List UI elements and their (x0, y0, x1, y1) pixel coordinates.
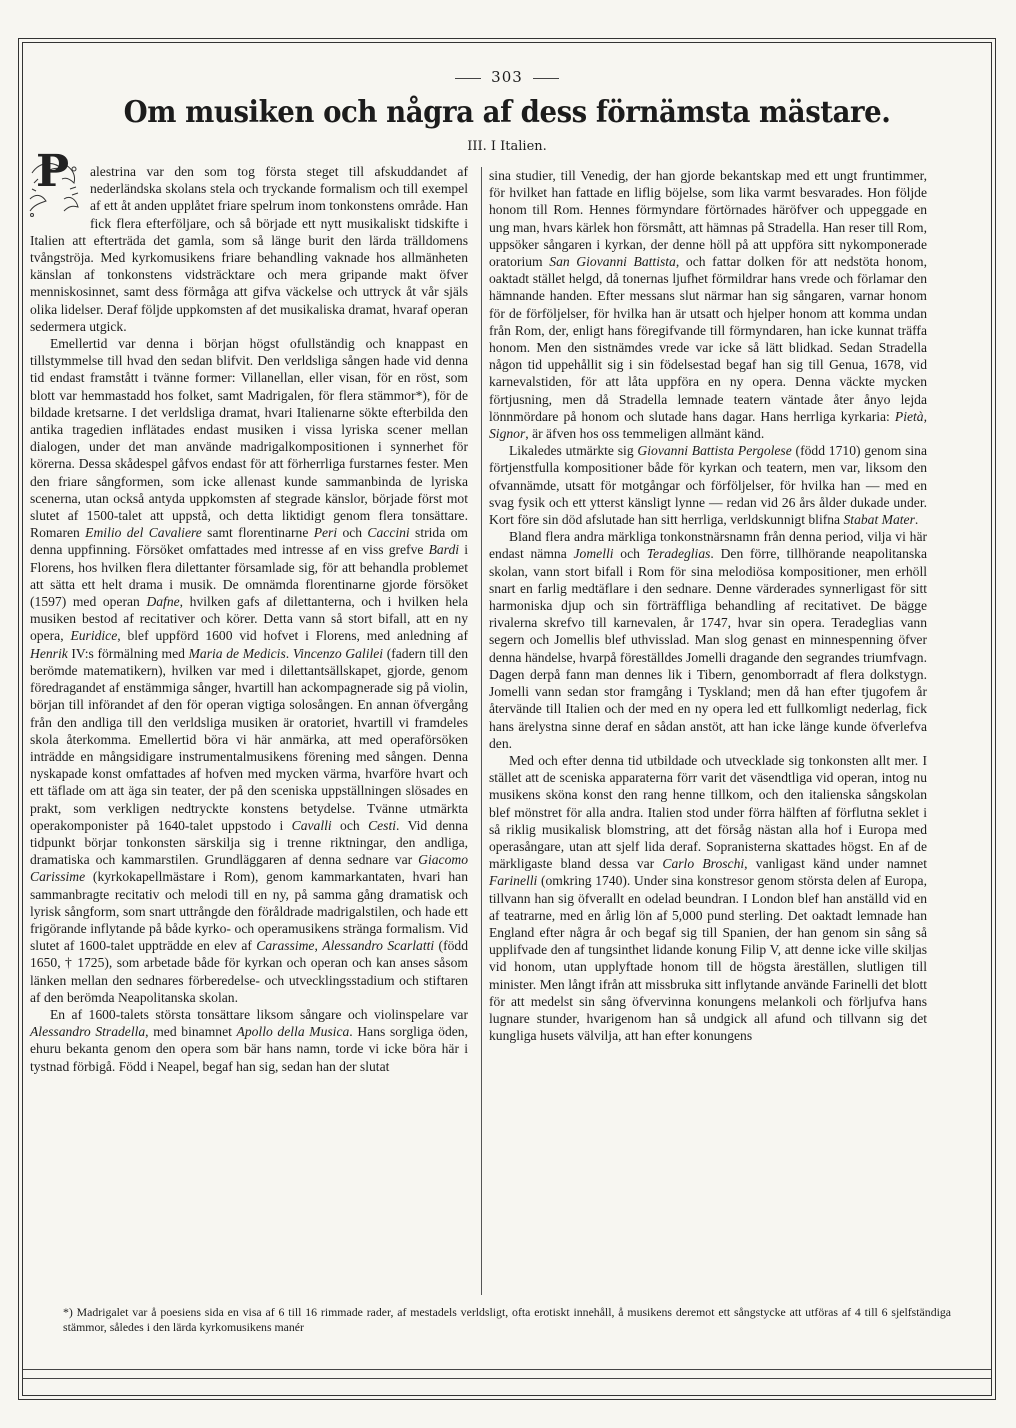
paragraph-1 (30, 146, 468, 335)
dropcap-letter: P (36, 146, 70, 197)
page-inner-frame (22, 42, 992, 1396)
paragraph-6: Bland flera andra märkliga tonkonstnärsnamn från denna period, vilja vi här endast nämna Jomelli och Teradeglias. Den förre, tillhörande neapolitanska skolan, vann stort bifall i Rom för sina melodiösa kompositioner, men erhöll snart en farlig medtäflare i den sednare. Denne värderades synnerligast för sitt harmoniska djup och sin förträffliga behandling af recitativet. De bägge rivalerna skrefvo till karnevalen, år 1747, hvar sin opera. Teradeglias vann segern och Jomellis blef uthvisslad. Man slog genast en minnespenning öfver denna händelse, hvarpå föreställdes Jomelli dragande den segrandes triumfvagn. Dagen derpå fann man dennes lik i Tibern, genomborradt af flera dolkstygn. Jomelli vann sedan stor framgång i Tyskland; men då han efter tjugofem år återvände till Italien och der med en ny opera led ett fullkomligt nederlag, fick hans ärelystna sinne deraf en sådan anstöt, att han icke länge kunde öfverlefva den. (489, 529, 927, 751)
right-column (489, 167, 927, 1044)
page-number: 303 (491, 68, 523, 86)
article-subtitle: III. I Italien. (467, 139, 547, 154)
page-frame (18, 38, 996, 1400)
footnote: *) Madrigalet var å poesiens sida en visa af 6 till 16 rimmade rader, af mestadels verldsligt, ofta erotiskt innehåll, å musikens deremot ett sångstycke att utföras af 4 till 6 sjelfständiga stämmor, således i den lärda kyrkomusikens manér (63, 1305, 951, 1334)
paragraph-3: En af 1600-talets största tonsättare liksom sångare och violinspelare var Alessandro Stradella, med binamnet Apollo della Musica. Hans sorgliga öden, ehuru bekanta genom den opera som bär hans namn, torde vi icke böra här i tystnad förbigå. Född i Neapel, begaf han sig, sedan han der slutat (30, 1006, 468, 1074)
paragraph-5: Likaledes utmärkte sig Giovanni Battista Pergolese (född 1710) genom sina förtjenstfulla kompositioner både för kyrkan och teatern, men var, liksom den ofvannämde, utsatt för motgångar och förföljelser, för hvilka han — med en svag fysik och ett ytterst känsligt lynne — redan vid 26 års ålder dukade under. Kort före sin död afslutade han sitt herrliga, verldskunnigt blifna Stabat Mater. (489, 443, 928, 528)
column-divider (481, 167, 482, 1295)
paragraph-7: Med och efter denna tid utbildade och utvecklade sig tonkonsten allt mer. I stället att de sceniska apparaterna förr varit det väsendtliga vid operan, intog nu musikens sköna konst den rang henne tillkom, och den italienska sångskolan blef mönstret för alla andra. Italien stod under förra hälften af förflutna seklet i så riklig musikalisk blomstring, att det försåg nästan alla hof i Europa med operasångare, utan att sjelf lida deraf. Sopranisterna skattades högst. En af de märkligaste bland dessa var Carlo Broschi, vanligast känd under namnet Farinelli (omkring 1740). Under sina konstresor genom största delen af Europa, tillvann han sig öfverallt en odelad beundran. I London blef han anställd vid en af teatrarne, med en årlig lön af 5,000 pund sterling. Det oaktadt lemnade han England efter några år och begaf sig till Spanien, der han genom sin sång så upplifvade den af tungsinthet lidande konung Filip V, att denne icke ville skiljas vid honom, utan upplyftade honom till de högsta äreställen, slutligen till minister. Men långt ifrån att missbruka sitt inflytande använde Farinelli det blott för att medelst sin sång öfvervinna konungens melankoli och förljufva hans lugnare stunder, hvarigenom han så undgick all afund och tillvann sig det kungliga husets välvilja, att han efter konungens (489, 752, 927, 1044)
page-number-line (23, 68, 991, 86)
ornamental-dropcap (26, 146, 84, 215)
left-column (30, 146, 469, 1075)
paragraph-4: sina studier, till Venedig, der han gjorde bekantskap med ett ungt fruntimmer, för hvilket han fattade en liflig böjelse, som lika varmt besvarades. Hon följde honom till Rom. Hennes förmyndare förtörnades häröfver och uppeggade en ung man, hvars kärlek hon försmått, att hämnas på Stradella. Han reser till Rom, uppsöker sångaren i kyrkan, der denne höll på att uppföra sitt nykomponerade oratorium San Giovanni Battista, och fattar dolken för att nedstöta honom, oaktadt stället helgd, då tonernas ljufhet förmildrar hans vrede och förlamar den hämnande handen. Efter messans slut närmar han sig sångaren, varnar honom för de förföljelser, för hvilka han är utsatt och hjelper honom att komma undan från Rom, der, enligt hans föregifvande till förmyndaren, han icke kunnat träffa honom. Men den sistnämdes vrede var icke så lätt blidkad. Sedan Stradella någon tid uppehållit sig i sin födelsestad begaf han sig till Genua, 1678, vid karnevalstiden, för att låta uppföra en ny opera. Denna väckte mycken förtjusning, men då Stradella lemnade teatern väntade åter ånyo lejda lönnmördare på honom och slutade hans dagar. Hans herrliga kyrkaria: Pietà, Signor, är äfven hos oss temmeligen allmänt känd. (489, 168, 927, 442)
article-title: Om musiken och några af dess förnämsta mästare. (123, 95, 891, 130)
paragraph-2: Emellertid var denna i början högst ofullständig och knappast en tillstymmelse till hvad den sedan blifvit. Den verldsliga sången hade vid denna tid endast framstått i tvänne former: Villanellan, eller visan, för en röst, som blott var hemmastadd hos folket, samt Madrigalen, för flera stämmor*), för de bildade kretsarne. I det verldsliga dramat, hvari Italienarne sökte efterbilda den antika tragedien inflätades endast musiken i vissa lyriska scener mellan dialogen, under det man använde madrigalkompositionen i synnerhet för körerna. Dessa skådespel gåfvos endast för att förherrliga furstarnes fester. Men den friare sångformen, som icke allenast kunde sammanbinda de lyriska scenerna, utan också antyda uppkomsten af stegrade känslor, började först mot slutet af 1500-talet att uppstå, och detta liktidigt genom flera tonsättare. Romaren Emilio del Cavaliere samt florentinarne Peri och Caccini strida om denna uppfinning. Försöket omfattades med intresse af en viss grefve Bardi i Florens, hos hvilken flera dilettanter församlade sig, för att behandla problemet att sätta ett helt drama i musik. De omnämda florentinarne gjorde försöket (1597) med operan Dafne, hvilken gafs af dilettanterna, och i hvilken hela musiken bestod af recitativer och körer. Detta vann så stort bifall, att en ny opera, Euridice, blef uppförd 1600 vid hofvet i Florens, med anledning af Henrik IV:s förmälning med Maria de Medicis. Vincenzo Galilei (fadern till den berömde matematikern), hvilken var med i dilettantsällskapet, gjorde, genom föredragandet af enstämmiga sånger, hvartill han ackompagnerade sig på violin, början till införandet af den för operan vigtiga solosången. En annan öfvergång från den andliga till den verldsliga musiken är oratoriet, hvartill vi framdeles skola återkomma. Emellertid böra vi här anmärka, att med operaförsöken inträdde en mångsidigare instrumentalmusikens förening med sången. Denna nyskapade konst omfattades af hofven med mycken värma, hvarföre hvart och ett täflade om att äga sin teater, der på den sceniska uppställningen slösades en prakt, som verkligen nedtryckte konstens betydelse. Tvänne utmärkta operakomponister på 1640-talet uppstodo i Cavalli och Cesti. Vid denna tidpunkt börjar tonkonsten särskilja sig i trenne riktningar, den andliga, dramatiska och kammarstilen. Grundläggaren af denna sednare var Giacomo Carissime (kyrkokapellmästare i Rom), genom kammarkantaten, hvari han sammanbragte recitativ och melodi till en ny, på samma gång dramatisk och lyrisk sångform, som snart uttrångde den föråldrade madrigalstilen, och hade ett frigörande inflytande på både kyrko- och operamusikens stränga formalism. Vid slutet af 1600-talet uppträdde en elev af Carassime, Alessandro Scarlatti (född 1650, † 1725), som arbetade både för kyrkan och operan och kan anses såsom länken mellan den sednares förberedelse- och utvecklingsstadium och stiftaren af den berömda Neapolitanska skolan. (30, 336, 469, 1005)
bottom-double-rule (23, 1369, 991, 1379)
paragraph-1-text: alestrina var den som tog första steget till afskuddandet af nederländska skolans stela och tryckande formalism och till exempel af ett åt anden upplåtet friare spelrum inom tonkonstens område. Han fick flera efterföljare, och så började ett nytt musikaliskt tidskifte i Italien att efterträda det gamla, som så länge burit den lärda trälldomens tvångströja. Med kyrkomusikens friare behandling vaknade hos allmänheten känslan af tonkonstens vidsträcktare och mera gripande makt öfver menniskosinnet, samt dess förmåga att gifva väckelse och uttryck åt vår själs olika lidelser. Deraf följde uppkomsten af det musikaliska dramat, hvaraf operan sedermera utgick. (30, 164, 468, 334)
